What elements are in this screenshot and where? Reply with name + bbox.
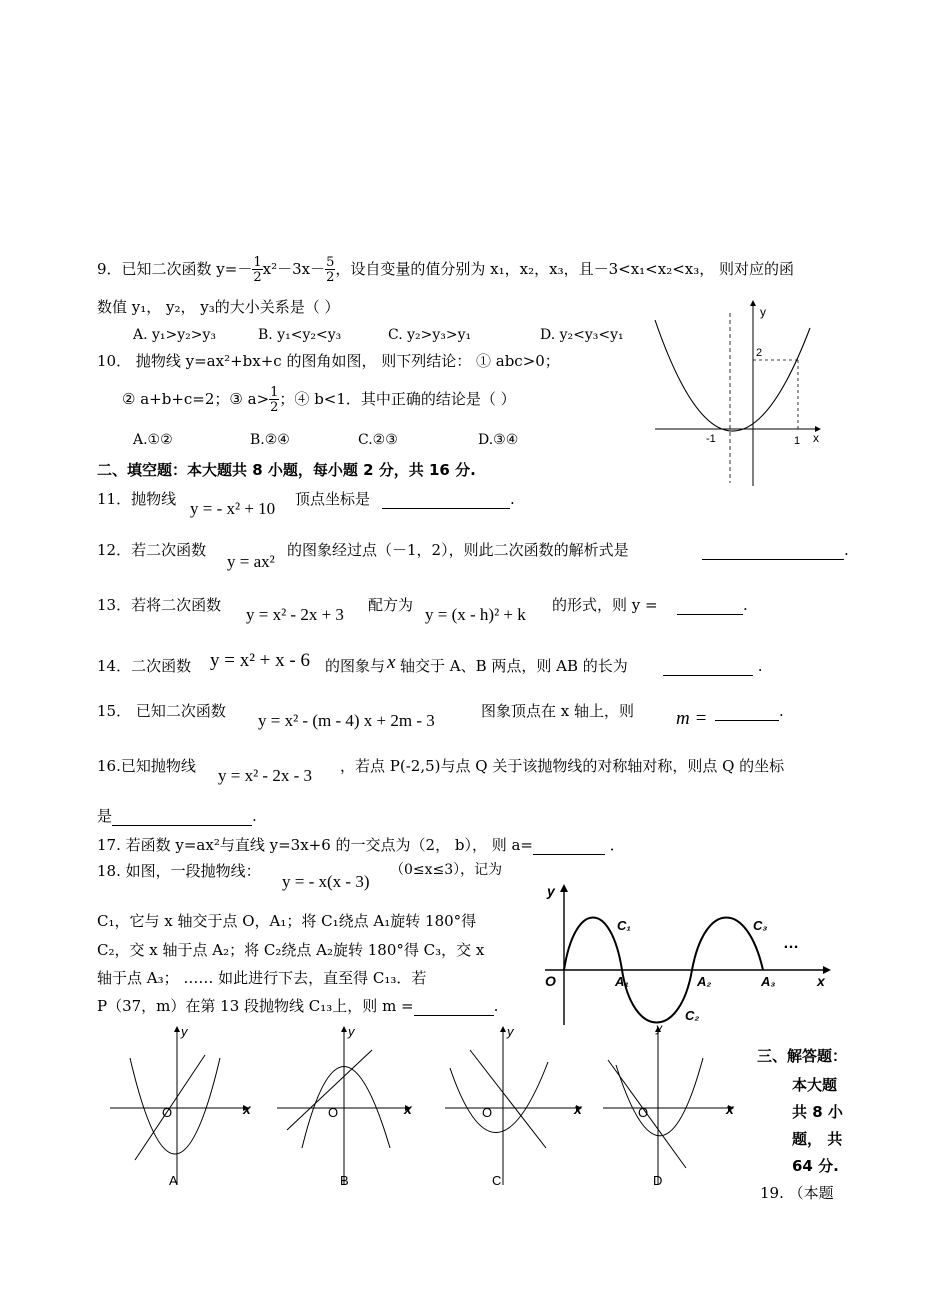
q13-answer-blank[interactable]: . — [677, 596, 748, 615]
q13-equation2: y = (x - h)² + k — [425, 605, 526, 624]
q14-suffix: 轴交于 A、B 两点，则 AB 的长为 — [400, 657, 628, 675]
q10-y-label: y — [760, 305, 766, 319]
q14-x-var: x — [387, 652, 396, 673]
q10-parabola — [655, 320, 810, 431]
q18-origin: O — [545, 973, 556, 989]
q14-prefix: 14．二次函数 — [97, 657, 192, 675]
graph-a-parabola — [130, 1058, 220, 1154]
q18-wave-graph — [535, 880, 835, 1030]
q16-equation: y = x² - 2x - 3 — [218, 766, 313, 785]
q10-y-arrow — [750, 300, 756, 306]
q18-dots: … — [783, 935, 799, 952]
q18-equation: y = - x(x - 3) — [282, 872, 370, 891]
graph-a-x-label: x — [243, 1101, 251, 1117]
q10-parabola-graph — [650, 298, 840, 488]
graph-b-parabola — [302, 1067, 390, 1149]
q9-option-c: C. y₂>y₃>y₁ — [388, 327, 472, 343]
section3-line1: 三、解答题： — [757, 1047, 848, 1065]
q15-equation: y = x² - (m - 4) x + 2m - 3 — [258, 711, 435, 730]
q13-prefix: 13．若将二次函数 — [97, 596, 222, 614]
q10-tick-2: 2 — [756, 347, 763, 359]
q10-option-a: A.①② — [133, 432, 173, 448]
q18-A1: A₁ — [615, 974, 629, 989]
graph-b-label: B — [340, 1173, 349, 1188]
graph-a-label: A — [169, 1173, 178, 1188]
graph-c-line — [470, 1050, 546, 1148]
graph-c-x-label: x — [574, 1101, 582, 1117]
q16-line2[interactable]: 是 . — [97, 807, 257, 825]
q18-x-label: x — [817, 973, 825, 989]
q10-option-d: D.③④ — [478, 432, 519, 448]
choice-graph-c — [440, 1020, 600, 1200]
q18-C2: C₂ — [685, 1008, 700, 1023]
q15-prefix: 15． 已知二次函数 — [97, 702, 226, 720]
q9-line1 — [97, 256, 794, 284]
q18-A2: A₂ — [697, 974, 712, 989]
q14-equation: y = x² + x - 6 — [210, 650, 310, 671]
q10-option-b: B.②④ — [250, 432, 290, 448]
q17-line[interactable]: 17. 若函数 y=ax²与直线 y=3x+6 的一交点为（2， b）， 则 a= ． — [97, 836, 625, 854]
q11-equation: y = - x² + 10 — [190, 499, 276, 518]
q9-text-b: x²－3x－ — [262, 260, 326, 278]
q15-m-label: m = — [676, 708, 708, 729]
q15-suffix: 图象顶点在 x 轴上，则 — [481, 702, 634, 720]
q18-y-label: y — [547, 883, 555, 899]
graph-d-x-label: x — [726, 1101, 734, 1117]
q9-option-b: B. y₁<y₂<y₃ — [258, 327, 342, 343]
q16-suffix: ，若点 P(-2,5)与点 Q 关于该抛物线的对称轴对称，则点 Q 的坐标 — [340, 757, 785, 775]
q11-prefix: 11．抛物线 — [97, 490, 177, 508]
section3-line5: 64 分. — [792, 1157, 839, 1175]
graph-d-parabola — [616, 1058, 703, 1136]
graph-b-y-label: y — [348, 1024, 355, 1039]
q13-equation1: y = x² - 2x + 3 — [246, 605, 344, 624]
graph-b-origin: O — [328, 1105, 339, 1120]
section2-heading: 二、填空题：本大题共 8 小题，每小题 2 分，共 16 分. — [97, 461, 476, 479]
q18-line5[interactable]: P（37，m）在第 13 段抛物线 C₁₃上，则 m = . — [97, 997, 499, 1015]
graph-a-origin: O — [162, 1105, 173, 1120]
q9-frac2: $\frac{5}{2}$ — [326, 255, 335, 285]
q10-tick-neg1: -1 — [706, 433, 716, 445]
q18-prefix: 18. 如图，一段抛物线： — [97, 862, 261, 880]
q18-range: （0≤x≤3），记为 — [390, 862, 503, 878]
q18-C3: C₃ — [753, 918, 768, 933]
q18-C1: C₁ — [617, 918, 631, 933]
graph-c-parabola — [450, 1062, 548, 1133]
q10-option-c: C.②③ — [358, 432, 398, 448]
q14-mid: 的图象与 — [325, 657, 386, 675]
q16-prefix: 16.已知抛物线 — [97, 757, 196, 775]
q12-suffix: 的图象经过点（－1，2），则此二次函数的解析式是 — [287, 541, 629, 559]
q10-line2 — [122, 386, 516, 414]
q10-x-label: x — [813, 431, 819, 445]
q9-line2: 数值 y₁， y₂， y₃的大小关系是（ ） — [97, 298, 340, 316]
q13-mid: 配方为 — [368, 596, 414, 614]
graph-d-label: D — [653, 1173, 663, 1188]
q9-text-a: 9．已知二次函数 y=－ — [97, 260, 253, 278]
q10-frac: $\frac{1}{2}$ — [270, 385, 279, 415]
graph-c-y-label: y — [507, 1024, 514, 1039]
q14-answer-blank[interactable]: . — [663, 657, 763, 676]
q18-y-arrow — [560, 884, 568, 892]
section3-line3: 共 8 小 — [792, 1103, 843, 1121]
q11-suffix: 顶点坐标是 — [295, 490, 371, 508]
q13-suffix: 的形式，则 y = — [552, 596, 658, 614]
q9-frac1: $\frac{1}{2}$ — [253, 255, 262, 285]
q9-option-a: A. y₁>y₂>y₃ — [133, 327, 217, 343]
q10-text-b: ；④ b<1．其中正确的结论是（ ） — [279, 390, 516, 408]
section3-line2: 本大题 — [792, 1076, 838, 1094]
q18-A3: A₃ — [761, 974, 776, 989]
q9-option-d: D. y₂<y₃<y₁ — [540, 327, 624, 343]
choice-graph-b — [272, 1020, 432, 1200]
q12-prefix: 12．若二次函数 — [97, 541, 207, 559]
q18-line4: 轴于点 A₃； …… 如此进行下去，直至得 C₁₃．若 — [97, 969, 427, 987]
q12-equation: y = ax² — [227, 552, 275, 571]
graph-b-x-label: x — [404, 1101, 412, 1117]
choice-graph-a — [105, 1020, 265, 1200]
q10-tick-1: 1 — [794, 435, 801, 447]
q10-text-a: ② a+b+c=2；③ a> — [122, 390, 270, 408]
q12-answer-blank[interactable]: . — [702, 541, 849, 560]
graph-d-origin: O — [638, 1105, 649, 1120]
q10-line1: 10． 抛物线 y=ax²+bx+c 的图角如图， 则下列结论： ① abc>0； — [97, 352, 560, 370]
q15-answer-blank[interactable]: . — [715, 702, 784, 721]
graph-a-y-label: y — [181, 1024, 188, 1039]
section3-line4: 题， 共 — [792, 1130, 843, 1148]
graph-c-label: C — [492, 1173, 502, 1188]
choice-graph-d — [598, 1020, 758, 1200]
graph-c-origin: O — [482, 1105, 493, 1120]
q19-start: 19. （本题 — [760, 1184, 834, 1202]
graph-d-y-label: y — [656, 1021, 662, 1035]
q18-line2: C₁，它与 x 轴交于点 O，A₁；将 C₁绕点 A₁旋转 180°得 — [97, 912, 477, 930]
q18-line3: C₂，交 x 轴于点 A₂；将 C₂绕点 A₂旋转 180°得 C₃，交 x — [97, 941, 485, 959]
q11-answer-blank[interactable]: . — [382, 490, 515, 509]
q9-text-c: ，设自变量的值分别为 x₁，x₂，x₃，且－3<x₁<x₂<x₃， 则对应的函 — [335, 260, 795, 278]
